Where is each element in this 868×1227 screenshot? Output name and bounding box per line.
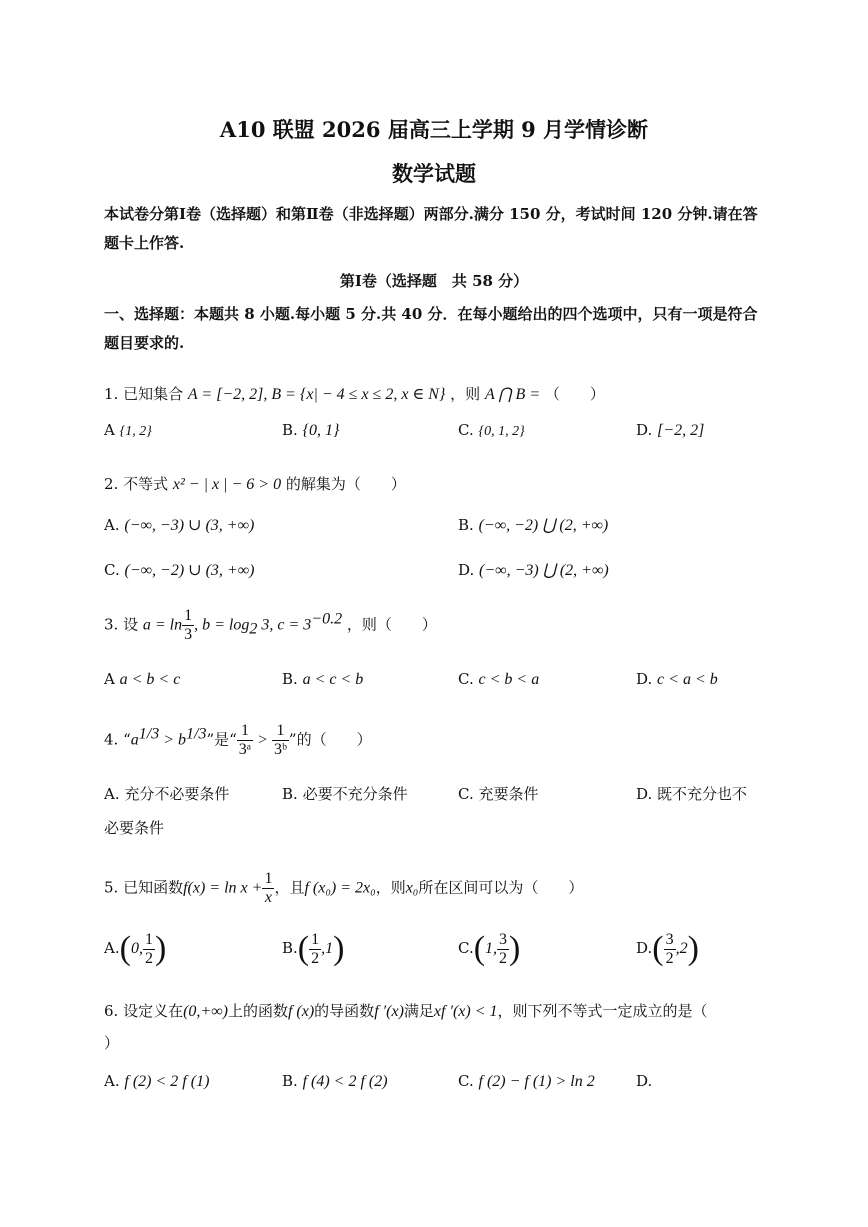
question-6-stem [104, 1000, 708, 1021]
q4-text-c: ”的（ ） [288, 730, 372, 749]
q4-option-b[interactable]: B. 必要不充分条件 [282, 785, 408, 803]
q5-option-b[interactable]: B.( $\frac{1}{2}$ ,1) [282, 930, 345, 967]
question-4-stem [104, 722, 372, 759]
q1-text-b: ，则 [450, 385, 481, 403]
q5-text-d: 所在区间可以为（ ） [418, 878, 584, 897]
exam-subtitle: 数学试题 [392, 161, 476, 186]
q3-option-c[interactable]: C. c < b < a [458, 670, 540, 688]
q3-math-b-sub: 2 [249, 620, 258, 638]
q4-gt: > [159, 731, 178, 749]
q3-math-c: 3, c = 3 [257, 616, 312, 634]
q4-fraction-1: $\frac{1}{\text{3ᵃ}}$ [238, 722, 252, 758]
exam-intro: 本试卷分第Ⅰ卷（选择题）和第Ⅱ卷（非选择题）两部分.满分 150 分，考试时间 120 分钟.请在答题卡上作答. [104, 205, 758, 252]
q2-option-a[interactable]: A. (−∞, −3) ∪ (3, +∞) [104, 516, 255, 534]
q6-text-b: 上的函数 [227, 1002, 288, 1020]
q3-math-a: a = ln [142, 616, 183, 634]
q3-math-b: , b = log [194, 616, 250, 634]
q1-math: A = [−2, 2], B = {x| − 4 ≤ x ≤ 2, x ∈ N} [187, 386, 446, 403]
q2-option-d[interactable]: D. (−∞, −3) ⋃ (2, +∞) [458, 561, 609, 579]
q5-text-c: ，则 [375, 878, 406, 897]
q6-text-e: ，则下列不等式一定成立的是（ [497, 1002, 708, 1020]
exam-title: A10 联盟 2026 届高三上学期 9 月学情诊断 [219, 117, 649, 142]
question-1-stem [104, 383, 605, 404]
q6-text: 6. 设定义在 [104, 1002, 184, 1020]
q1-option-a[interactable]: A {1, 2} [104, 421, 152, 439]
q4-option-d-wrap: 必要条件 [104, 819, 165, 837]
q6-option-b[interactable]: B. f (4) < 2 f (2) [282, 1072, 388, 1090]
q3-math-c-sup: −0.2 [311, 610, 343, 628]
q2-text: 2. 不等式 [104, 475, 169, 493]
q5-math-a: f(x) = ln x + [183, 879, 263, 897]
question-2-stem [104, 473, 406, 494]
q3-option-d[interactable]: D. c < a < b [636, 670, 718, 688]
q1-option-b[interactable]: B. {0, 1} [282, 421, 340, 439]
q6-option-a[interactable]: A. f (2) < 2 f (1) [104, 1072, 210, 1090]
q5-math-b: f (x₀) = 2x₀ [304, 879, 376, 897]
q6-text-c: 的导函数 [314, 1002, 375, 1020]
q5-option-a[interactable]: A.(0, $\frac{1}{2}$ ) [104, 930, 167, 967]
q4-fraction-2: $\frac{1}{\text{3ᵇ}}$ [273, 722, 287, 758]
q2-text-b: 的解集为（ ） [285, 475, 406, 493]
q4-option-c[interactable]: C. 充要条件 [458, 785, 539, 803]
q3-option-a[interactable]: A a < b < c [104, 670, 181, 688]
q1-option-d[interactable]: D. [−2, 2] [636, 421, 705, 439]
q5-option-d[interactable]: D.( $\frac{3}{2}$ ,2) [636, 930, 699, 967]
q2-option-c[interactable]: C. (−∞, −2) ∪ (3, +∞) [104, 561, 255, 579]
q3-text: 3. 设 [104, 615, 139, 634]
q4-option-a[interactable]: A. 充分不必要条件 [104, 785, 230, 803]
q6-option-d[interactable]: D. [636, 1072, 653, 1090]
section-title: 第Ⅰ卷（选择题 共 58 分） [339, 272, 529, 290]
q3-fraction: $\frac{1}{3}$ [184, 607, 193, 643]
q6-option-c[interactable]: C. f (2) − f (1) > ln 2 [458, 1072, 595, 1090]
q1-math-2: A ⋂ B = [484, 386, 541, 403]
q2-option-b[interactable]: B. (−∞, −2) ⋃ (2, +∞) [458, 516, 609, 534]
q4-exp-a: 1/3 [138, 725, 160, 743]
q4-text: 4. “ [104, 730, 131, 749]
q4-base-a: a [130, 731, 139, 749]
q4-option-d[interactable]: D. 既不充分也不 [636, 785, 748, 803]
q5-text: 5. 已知函数 [104, 878, 184, 897]
q6-math-c: f ′(x) [374, 1003, 404, 1020]
q3-option-b[interactable]: B. a < c < b [282, 670, 364, 688]
q3-text-b: ，则（ ） [346, 615, 437, 634]
part1-instructions: 一、选择题：本题共 8 小题.每小题 5 分.共 40 分．在每小题给出的四个选项中，只有一项是符合题目要求的. [104, 305, 758, 352]
q6-math-b: f (x) [287, 1003, 315, 1020]
q4-gt-2: > [253, 731, 272, 749]
q5-fraction: $\frac{1}{x}$ [264, 870, 273, 906]
q5-option-c[interactable]: C.(1, $\frac{3}{2}$ ) [458, 930, 521, 967]
q6-stem-wrap: ） [104, 1034, 120, 1052]
q6-math-a: (0,+∞) [183, 1003, 228, 1020]
q4-base-b: b [178, 731, 186, 749]
q1-text-c: （ ） [544, 385, 605, 403]
q5-math-c: x₀ [405, 879, 419, 897]
question-3-stem [104, 607, 437, 644]
q4-exp-b: 1/3 [186, 725, 207, 743]
q6-text-d: 满足 [403, 1002, 434, 1020]
q5-text-b: ，且 [274, 878, 305, 897]
q1-option-c[interactable]: C. {0, 1, 2} [458, 421, 525, 439]
q1-text: 1. 已知集合 [104, 385, 184, 403]
question-5-stem [104, 870, 583, 907]
q2-math: x² − | x | − 6 > 0 [172, 476, 282, 493]
q6-math-d: xf ′(x) < 1 [433, 1003, 498, 1020]
q4-text-b: ”是“ [206, 730, 237, 749]
